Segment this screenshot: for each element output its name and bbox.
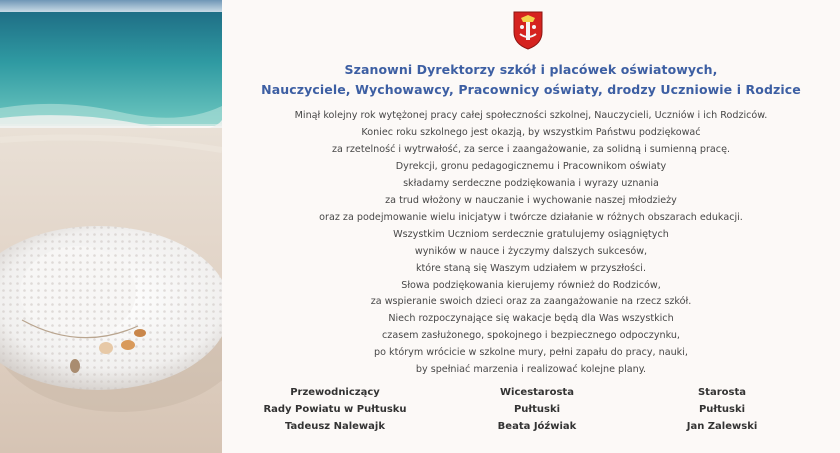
heading-line-2: Nauczyciele, Wychowawcy, Pracownicy oświaty, drodzy Uczniowie i Rodzice bbox=[261, 82, 801, 97]
signature-name: Beata Jóźwiak bbox=[497, 421, 577, 432]
body-line: Dyrekcji, gronu pedagogicznemu i Pracownikom oświaty bbox=[395, 160, 667, 172]
body-line: za trud włożony w nauczanie i wychowanie naszej młodzieży bbox=[385, 194, 677, 206]
body-line: czasem zasłużonego, spokojnego i bezpiecznego odpoczynku, bbox=[382, 330, 680, 342]
body-line: składamy serdeczne podziękowania i wyrazy uznania bbox=[403, 177, 659, 189]
signature-chairman bbox=[240, 384, 430, 435]
body-line: które staną się Waszym udziałem w przyszłości. bbox=[415, 262, 647, 274]
body-line: za wspieranie swoich dzieci oraz za zaangażowanie na rzecz szkół. bbox=[370, 296, 692, 308]
body-line: Niech rozpoczynające się wakacje będą dla Was wszystkich bbox=[388, 313, 674, 325]
body-line: by spełniać marzenia i realizować kolejne plany. bbox=[415, 364, 647, 376]
coat-of-arms-icon bbox=[511, 10, 545, 50]
signature-starost bbox=[632, 384, 812, 435]
signature-name: Tadeusz Nalewajk bbox=[285, 421, 385, 432]
signature-vice-starost bbox=[462, 384, 612, 435]
signature-role: Przewodniczący bbox=[290, 387, 380, 398]
body-line: za rzetelność i wytrwałość, za serce i zaangażowanie, za solidną i sumienną pracę. bbox=[331, 143, 731, 155]
letter-body bbox=[222, 108, 840, 379]
signature-name: Jan Zalewski bbox=[686, 421, 758, 432]
heading-line-1: Szanowni Dyrektorzy szkół i placówek oświatowych, bbox=[344, 62, 718, 77]
signature-role: Rady Powiatu w Pułtusku bbox=[263, 404, 407, 415]
body-line: oraz za podejmowanie wielu inicjatyw i twórcze działanie w różnych obszarach edukacji. bbox=[319, 211, 743, 223]
signature-role: Pułtuski bbox=[513, 404, 561, 415]
signature-role: Wicestarosta bbox=[500, 387, 574, 398]
signature-role: Pułtuski bbox=[698, 404, 746, 415]
body-line: wyników w nauce i życzymy dalszych sukcesów, bbox=[414, 245, 648, 257]
beach-photo bbox=[0, 0, 222, 453]
letter-panel bbox=[222, 0, 840, 453]
body-line: Słowa podziękowania kierujemy również do Rodziców, bbox=[401, 279, 661, 291]
body-line: Koniec roku szkolnego jest okazją, by wszystkim Państwu podziękować bbox=[361, 126, 701, 138]
body-line: Wszystkim Uczniom serdecznie gratulujemy osiągniętych bbox=[393, 228, 669, 240]
body-line: Minął kolejny rok wytężonej pracy całej społeczności szkolnej, Nauczycieli, Uczniów i ich Rodziców. bbox=[294, 110, 768, 121]
signature-role: Starosta bbox=[697, 387, 746, 398]
body-line: po którym wrócicie w szkolne mury, pełni zapału do pracy, nauki, bbox=[374, 347, 688, 359]
